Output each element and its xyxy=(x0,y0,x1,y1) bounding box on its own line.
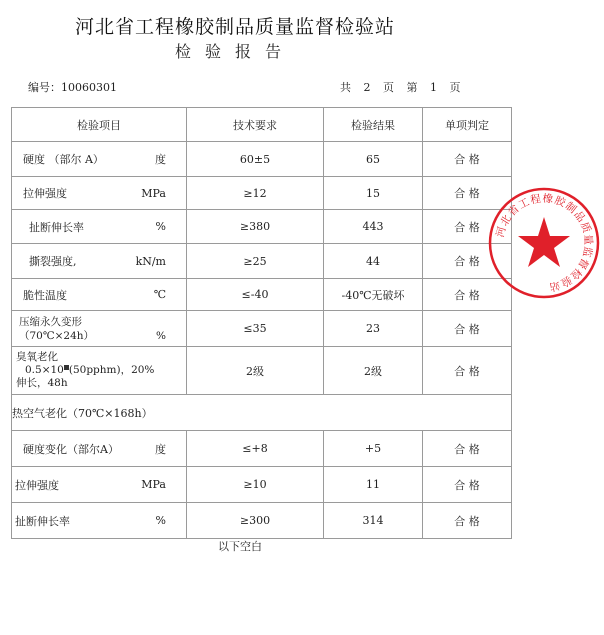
table-row xyxy=(12,244,512,279)
item-label: 拉伸强度 xyxy=(23,187,67,200)
item-unit: kN/m xyxy=(135,254,166,268)
verdict-cell: 合 格 xyxy=(423,210,512,244)
requirement-cell: ≤-40 xyxy=(187,279,324,311)
item-unit: MPa xyxy=(141,478,166,491)
item-cell xyxy=(12,177,187,210)
item-label: 硬度变化（部尔A） xyxy=(23,442,119,456)
table-header-row xyxy=(12,108,512,142)
official-seal-stamp xyxy=(484,183,604,303)
header-item: 检验项目 xyxy=(12,108,187,142)
item-cell xyxy=(12,142,187,177)
item-label: 拉伸强度 xyxy=(15,478,59,492)
table-row xyxy=(12,311,512,347)
requirement-cell: ≥12 xyxy=(187,177,324,210)
item-label: 脆性温度 xyxy=(23,288,67,302)
item-unit: ℃ xyxy=(153,288,166,301)
requirement-cell: ≥25 xyxy=(187,244,324,279)
item-label: 撕裂强度, xyxy=(29,255,77,268)
item-label: 扯断伸长率 xyxy=(15,514,70,528)
table-row xyxy=(12,142,512,177)
page-info: 共 2 页 第 1 页 xyxy=(340,81,461,94)
verdict-cell: 合 格 xyxy=(423,467,512,503)
seal-star-icon xyxy=(518,217,570,267)
item-label: 臭氧老化 xyxy=(16,351,58,363)
table-row xyxy=(12,210,512,244)
header-result: 检验结果 xyxy=(324,108,423,142)
requirement-cell: ≤+8 xyxy=(187,431,324,467)
item-label: 扯断伸长率 xyxy=(29,220,84,234)
item-cell xyxy=(12,431,187,467)
item-cell xyxy=(12,503,187,539)
verdict-cell: 合 格 xyxy=(423,244,512,279)
result-cell: 65 xyxy=(324,142,423,177)
item-unit: MPa xyxy=(141,186,166,200)
item-condition-a: 0.5×10 xyxy=(25,364,64,376)
item-cell xyxy=(12,244,187,279)
item-unit: % xyxy=(155,514,166,527)
result-cell: 314 xyxy=(324,503,423,539)
table-row xyxy=(12,347,512,395)
result-cell: -40℃无破坏 xyxy=(324,279,423,311)
item-cell xyxy=(12,311,187,347)
verdict-cell: 合 格 xyxy=(423,177,512,210)
table-row xyxy=(12,467,512,503)
item-unit: 度 xyxy=(155,442,166,456)
blank-below-note: 以下空白 xyxy=(218,540,262,553)
serial-number xyxy=(28,79,117,95)
verdict-cell: 合 格 xyxy=(423,503,512,539)
verdict-cell: 合 格 xyxy=(423,431,512,467)
header-requirement: 技术要求 xyxy=(187,108,324,142)
item-condition-b: (50pphm)，20% xyxy=(68,364,155,376)
verdict-cell: 合 格 xyxy=(423,142,512,177)
inspection-table xyxy=(11,107,512,539)
verdict-cell: 合 格 xyxy=(423,279,512,311)
item-cell xyxy=(12,279,187,311)
item-label: 硬度 （部尔 A） xyxy=(23,153,104,166)
requirement-cell: ≥300 xyxy=(187,503,324,539)
item-cell xyxy=(12,347,187,395)
table-row xyxy=(12,503,512,539)
item-unit: % xyxy=(155,220,166,233)
item-cell xyxy=(12,210,187,244)
header-verdict: 单项判定 xyxy=(423,108,512,142)
table-row xyxy=(12,431,512,467)
verdict-cell: 合 格 xyxy=(423,311,512,347)
result-cell: 44 xyxy=(324,244,423,279)
serial-label: 编号： xyxy=(28,81,61,94)
item-cell xyxy=(12,467,187,503)
item-condition: （70℃×24h） xyxy=(19,329,95,342)
requirement-cell: 2级 xyxy=(187,347,324,395)
table-row xyxy=(12,279,512,311)
item-unit: 度 xyxy=(155,153,166,166)
result-cell: +5 xyxy=(324,431,423,467)
seal-text-path: 河北省工程橡胶制品质量监督检验站 xyxy=(494,192,595,293)
result-cell: 443 xyxy=(324,210,423,244)
requirement-cell: 60±5 xyxy=(187,142,324,177)
requirement-cell: ≤35 xyxy=(187,311,324,347)
verdict-cell: 合 格 xyxy=(423,347,512,395)
requirement-cell: ≥380 xyxy=(187,210,324,244)
section-heading: 热空气老化（70℃×168h） xyxy=(12,395,512,431)
table-row xyxy=(12,177,512,210)
item-unit: % xyxy=(156,329,166,342)
requirement-cell: ≥10 xyxy=(187,467,324,503)
result-cell: 11 xyxy=(324,467,423,503)
item-label: 压缩永久变形 xyxy=(19,315,82,328)
result-cell: 2级 xyxy=(324,347,423,395)
result-cell: 15 xyxy=(324,177,423,210)
result-cell: 23 xyxy=(324,311,423,347)
report-organization-title: 河北省工程橡胶制品质量监督检验站 xyxy=(74,16,395,38)
serial-value: 10060301 xyxy=(61,81,117,94)
section-heading-row xyxy=(12,395,512,431)
report-subtitle: 检验报告 xyxy=(174,42,295,61)
item-condition-c: 伸长，48h xyxy=(16,377,68,389)
